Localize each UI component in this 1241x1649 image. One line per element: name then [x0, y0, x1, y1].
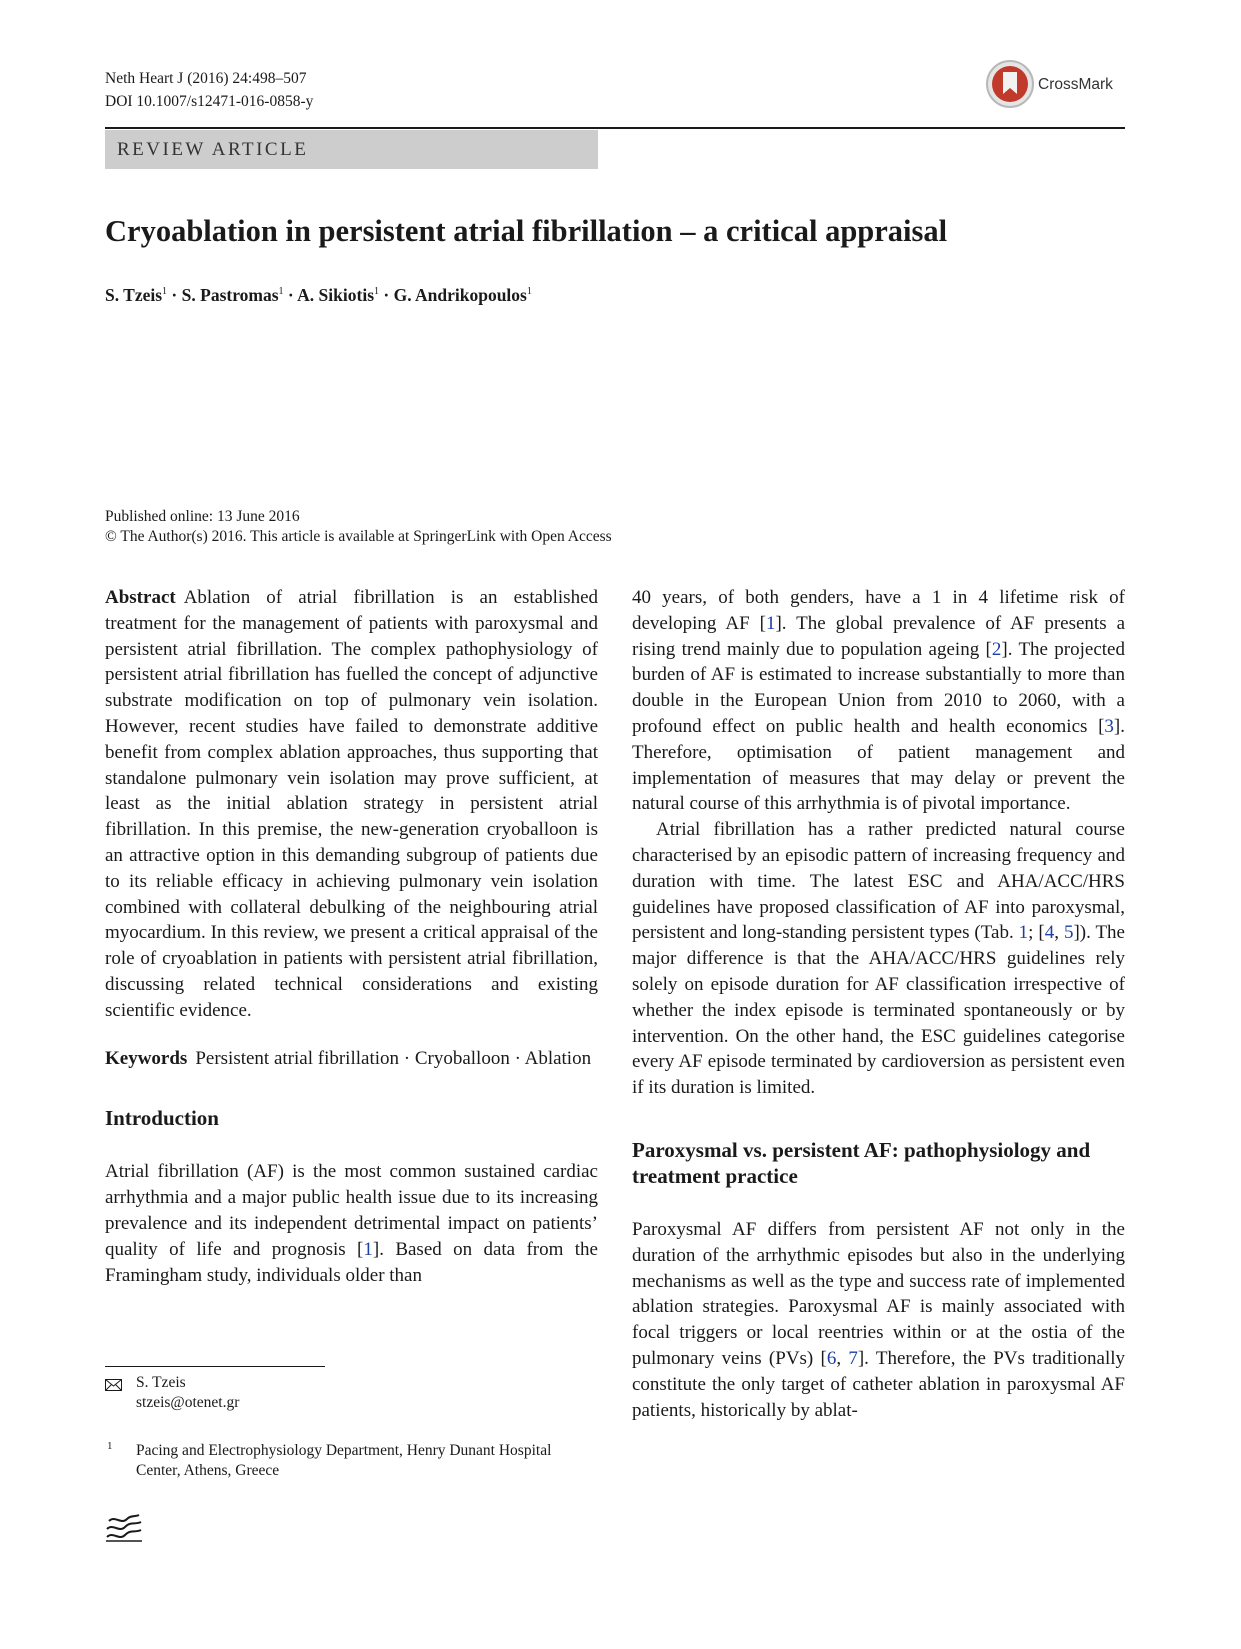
doi: DOI 10.1007/s12471-016-0858-y — [105, 93, 314, 110]
crossmark-label: CrossMark — [1038, 76, 1113, 93]
text-run: 40 years, of both genders, have a 1 in 4 lifetime risk of developing AF [ — [632, 587, 1125, 634]
author-name[interactable]: S. Tzeis — [105, 285, 163, 305]
corresponding-author — [136, 1373, 239, 1413]
table-link[interactable]: 1 — [1018, 922, 1029, 944]
left-column — [105, 585, 598, 1288]
intro-paragraph-continued — [632, 585, 1125, 817]
keywords-text: Persistent atrial fibrillation · Cryoballoon · Ablation — [195, 1047, 592, 1069]
text-run: , — [1054, 922, 1064, 944]
right-column — [632, 585, 1125, 1423]
text-run: ]. Based on data from the Framingham study, individuals older than — [105, 1238, 598, 1286]
text-run: Atrial fibrillation (AF) is the most common sustained cardiac arrhythmia and a major public health issue due to its increasing prevalence and its independent detrimental impact on patients’ quality of life and prognosis [ — [105, 1161, 598, 1260]
article-title: Cryoablation in persistent atrial fibrillation – a critical appraisal — [105, 214, 948, 248]
author-name: S. Tzeis — [136, 1374, 186, 1391]
citation: Neth Heart J (2016) 24:498–507 — [105, 70, 307, 87]
keywords — [105, 1046, 598, 1072]
text-run: Atrial fibrillation has a rather predicted natural course characterised by an episodic pattern of increasing frequency and duration with time. The latest ESC and AHA/ACC/HRS guidelines have proposed classification of AF into paroxysmal, persistent and long-standing persistent types (Tab. — [632, 819, 1125, 944]
citation-link[interactable]: 5 — [1063, 922, 1074, 944]
crossmark-logo — [985, 58, 1035, 110]
author-affil: 1 — [278, 286, 284, 297]
crossmark-badge[interactable] — [985, 58, 1125, 116]
article-type-banner — [105, 130, 598, 169]
published-date: Published online: 13 June 2016 — [105, 508, 300, 525]
intro-paragraph — [105, 1159, 598, 1288]
author-list: S. Tzeis$^1$ · S. Pastromas$^1$ · A. Sikiotis$^1$ · G. Andrikopoulos$^1$ — [105, 285, 532, 305]
affiliation: Pacing and Electrophysiology Department, Henry Dunant Hospital Center, Athens, Greece — [136, 1442, 552, 1479]
abstract — [105, 585, 598, 1024]
text-run: ]. The projected burden of AF is estimated to increase substantially to more than double in the European Union from 2010 to 2060, with a profound effect on public health and health economics [ — [632, 638, 1125, 737]
citation-link[interactable]: 1 — [765, 612, 776, 634]
text-run: ]). The major difference is that the AHA/ACC/HRS guidelines rely solely on episode duration for AF classification irrespective of whether the index episode is terminated spontaneously or by intervention. On the other hand, the ESC guidelines categorise every AF episode terminated by cardioversion as persistent even if its duration is limited. — [632, 922, 1125, 1099]
text-run: , — [836, 1347, 849, 1369]
author-name[interactable]: G. Andrikopoulos — [393, 285, 527, 305]
footnote-rule — [105, 1366, 325, 1367]
article-type: REVIEW ARTICLE — [117, 139, 309, 160]
text-run: Paroxysmal AF differs from persistent AF not only in the duration of the arrhythmic episodes but also in the underlying mechanisms as well as the type and success rate of implemented ablation strategies. Paroxysmal AF is mainly associated with focal triggers or local reentries within or at the ostia of the pulmonary veins (PVs) [ — [632, 1218, 1125, 1369]
affiliation-number: 1 — [107, 1440, 113, 1452]
section-heading-introduction: Introduction — [105, 1106, 219, 1131]
author-email[interactable]: stzeis@otenet.gr — [136, 1394, 240, 1411]
author-name[interactable]: S. Pastromas — [181, 285, 279, 305]
citation-link[interactable]: 6 — [826, 1347, 837, 1369]
text-run: ]. The global prevalence of AF presents a rising trend mainly due to population ageing [ — [632, 612, 1126, 660]
copyright-notice: © The Author(s) 2016. This article is available at SpringerLink with Open Access — [105, 528, 612, 545]
author-affil: 1 — [374, 286, 379, 297]
journal-info — [105, 67, 313, 113]
mail-icon — [105, 1379, 122, 1391]
section-heading-paroxysmal: Paroxysmal vs. persistent AF: pathophysiology and treatment practice — [632, 1137, 1091, 1188]
citation-link[interactable]: 4 — [1044, 922, 1055, 944]
citation-link[interactable]: 2 — [991, 638, 1002, 660]
springer-logo — [105, 1513, 143, 1543]
text-run: ]. Therefore, the PVs traditionally constitute the only target of catheter ablation in paroxysmal AF patients, historically by ablat- — [632, 1347, 1125, 1421]
publication-info — [105, 507, 612, 547]
citation-link[interactable]: 3 — [1104, 715, 1114, 737]
header-rule — [105, 127, 1125, 129]
body-paragraph — [632, 817, 1125, 1101]
keywords-label: Keywords — [105, 1047, 188, 1069]
author-affil: 1 — [162, 286, 168, 297]
abstract-label: Abstract — [105, 587, 176, 608]
author-affil: 1 — [526, 286, 532, 297]
citation-link[interactable]: 7 — [848, 1347, 858, 1369]
text-run: ]. Therefore, optimisation of patient management and implementation of measures that may delay or prevent the natural course of this arrhythmia is of pivotal importance. — [632, 715, 1125, 815]
abstract-text: Ablation of atrial fibrillation is an established treatment for the management of patients with paroxysmal and persistent atrial fibrillation. The complex pathophysiology of persistent atrial fibrillation has fuelled the concept of adjunctive substrate modification on top of pulmonary vein isolation. However, recent studies have failed to demonstrate additive benefit from complex ablation approaches, thus supporting that standalone pulmonary vein isolation may prove sufficient, at least as the initial ablation strategy in persistent atrial fibrillation. In this premise, the new-generation cryoballoon is an attractive option in this demanding subgroup of patients due to its reliable efficacy in achieving pulmonary vein isolation combined with collateral debulking of the neighbouring atrial myocardium. In this review, we present a critical appraisal of the role of cryoablation in patients with persistent atrial fibrillation, discussing related technical considerations and existing scientific evidence. — [105, 587, 598, 1021]
body-paragraph — [632, 1217, 1125, 1423]
citation-link[interactable]: 1 — [363, 1238, 373, 1260]
text-run: ; [ — [1028, 922, 1045, 944]
author-name[interactable]: A. Sikiotis — [297, 285, 374, 305]
